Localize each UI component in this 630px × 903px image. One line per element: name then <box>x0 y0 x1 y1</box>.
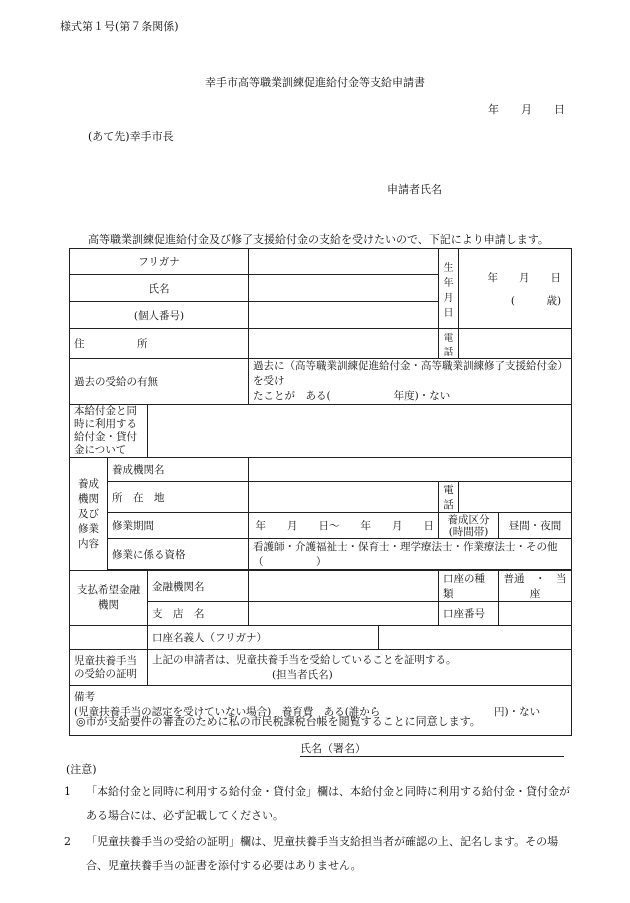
period-value[interactable]: 年 月 日～ 年 月 日 <box>249 513 439 539</box>
past-receipt-field[interactable] <box>249 359 572 405</box>
remarks-label: 備考 <box>74 691 95 703</box>
phone-input[interactable] <box>459 329 572 359</box>
past-receipt-text2: たことが ある( 年度)・ない <box>253 390 451 402</box>
child-allowance-label: 児童扶養手当の受給の証明 <box>70 650 148 686</box>
bank-group-label: 支払希望金融機関 <box>70 571 148 626</box>
applicant-name-label: 申請者氏名 <box>387 183 442 196</box>
account-holder-input[interactable] <box>379 626 572 650</box>
phone2-input[interactable] <box>459 482 572 513</box>
child-allowance-field[interactable] <box>148 650 572 686</box>
remarks-text: (児童扶養手当の認定を受けていない場合) 養育費 ある(誰から <box>74 706 381 718</box>
institution-name-label: 養成機関名 <box>108 458 249 482</box>
location-input[interactable] <box>249 482 439 513</box>
age-value: ( 歳) <box>510 294 562 307</box>
past-receipt-label: 過去の受給の有無 <box>70 359 249 405</box>
child-allowance-text: 上記の申請者は、児童扶養手当を受給していることを証明する。 <box>152 653 457 666</box>
note-2-text: 「児童扶養手当の受給の証明」欄は、児童扶養手当支給担当者が確認の上、記名します。その場合、児童扶養手当の証書を添付する必要はありません。 <box>86 835 559 872</box>
account-holder-label: 口座名義人（フリガナ） <box>148 626 379 650</box>
my-number-label: (個人番号) <box>70 302 249 329</box>
my-number-input[interactable] <box>249 302 439 329</box>
account-number-label: 口座番号 <box>439 602 499 626</box>
form-number: 様式第１号(第７条関係) <box>60 20 179 33</box>
concurrent-input[interactable] <box>148 405 572 458</box>
address-label: 住 所 <box>70 329 249 359</box>
note-1-number: 1 <box>64 785 71 798</box>
furigana-label: フリガナ <box>70 249 249 275</box>
notes-heading: (注意) <box>66 763 97 776</box>
birthdate-field[interactable] <box>459 249 572 329</box>
account-type-label: 口座の種類 <box>439 571 499 602</box>
phone2-label: 電 話 <box>439 482 459 513</box>
bank-name-label: 金融機関名 <box>148 571 249 602</box>
bank-group-spacer <box>70 626 148 650</box>
note-2 <box>64 830 579 878</box>
birthdate-value: 年 月 日 <box>487 271 562 284</box>
addressee: (あて先)幸手市長 <box>88 130 174 143</box>
signature-line[interactable] <box>300 740 564 757</box>
period-label: 修業期間 <box>108 513 249 539</box>
signature-label: 氏名（署名） <box>300 742 366 755</box>
note-2-number: 2 <box>64 835 71 848</box>
account-type-value[interactable]: 普通 ・ 当座 <box>499 571 572 602</box>
address-input[interactable] <box>249 329 439 359</box>
name-input[interactable] <box>249 275 439 302</box>
qualification-value[interactable]: 看護師・介護福祉士・保育士・理学療法士・作業療法士・その他（ ） <box>249 539 572 570</box>
note-1 <box>64 780 579 828</box>
training-type-label: 養成区分(時間帯) <box>439 513 499 539</box>
note-1-text: 「本給付金と同時に利用する給付金・貸付金」欄は、本給付金と同時に利用する給付金・貸付金がある場合には、必ず記載してください。 <box>86 785 570 822</box>
furigana-input[interactable] <box>249 249 439 275</box>
child-allowance-person: (担当者氏名) <box>272 668 333 681</box>
branch-input[interactable] <box>249 602 439 626</box>
past-receipt-text1: 過去に（高等職業訓練促進給付金・高等職業訓練修了支援給付金）を受け <box>253 360 563 387</box>
page-title: 幸手市高等職業訓練促進給付金等支給申請書 <box>205 76 425 89</box>
qualification-label: 修業に係る資格 <box>108 539 249 570</box>
account-number-input[interactable] <box>499 602 572 626</box>
birthdate-label: 生年月日 <box>439 249 459 329</box>
concurrent-label: 本給付金と同時に利用する給付金・貸付金について <box>70 405 148 458</box>
date-line[interactable]: 年 月 日 <box>488 103 565 116</box>
consent-text: ◎市が支給要件の審査のために私の市民税課税台帳を閲覧することに同意します。 <box>76 715 481 728</box>
application-table <box>69 248 572 736</box>
institution-name-input[interactable] <box>249 458 572 482</box>
branch-label: 支 店 名 <box>148 602 249 626</box>
training-group-label: 養成機関及び修業内容 <box>70 458 108 571</box>
name-label: 氏名 <box>70 275 249 302</box>
training-type-value[interactable]: 昼間・夜間 <box>499 513 572 539</box>
remarks-tail: 円)・ない <box>494 706 541 718</box>
bank-name-input[interactable] <box>249 571 439 602</box>
phone-label: 電 話 <box>439 329 459 359</box>
intro-text: 高等職業訓練促進給付金及び修了支援給付金の支給を受けたいので、下記により申請します。 <box>88 233 549 246</box>
location-label: 所 在 地 <box>108 482 249 513</box>
